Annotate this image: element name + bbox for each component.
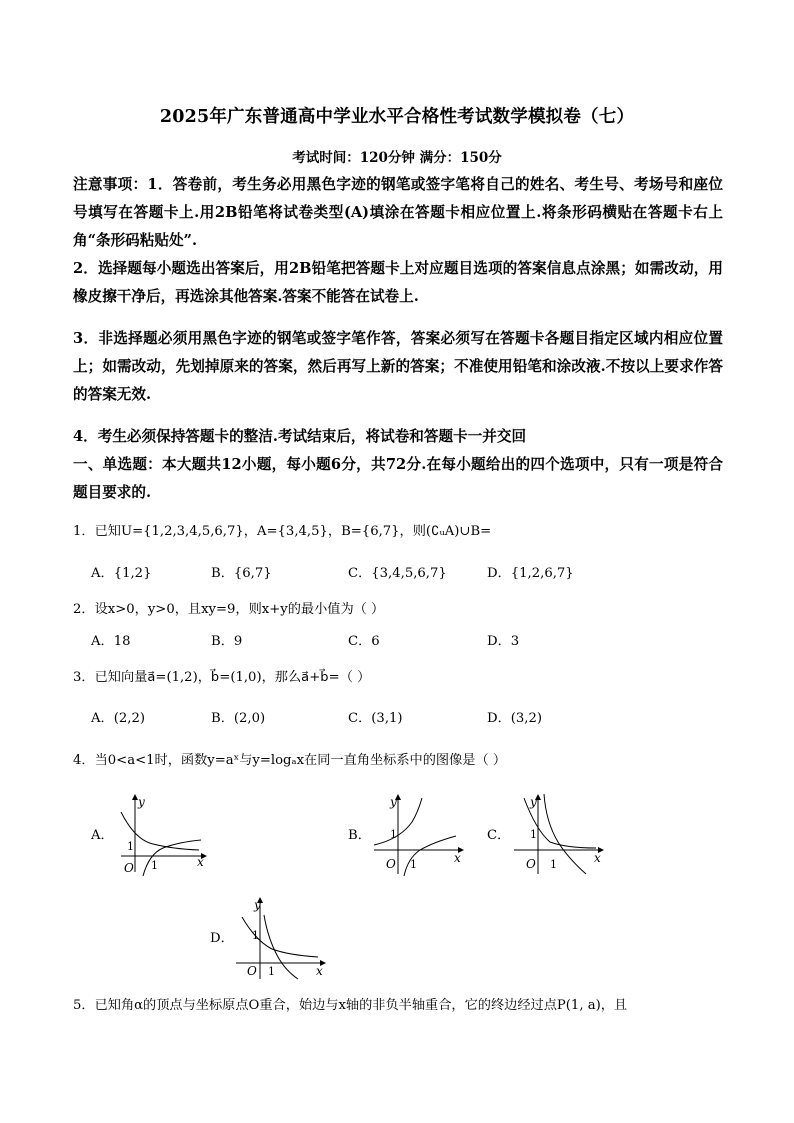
q3-option-b: B．(2,0): [211, 711, 266, 726]
q2-option-c: C．6: [348, 634, 380, 649]
origin-label: O: [124, 861, 134, 875]
origin-label: O: [526, 857, 536, 871]
tick-label-1: 1: [530, 828, 537, 841]
note-3: 3．非选择题必须用黑色字迹的钢笔或签字笔作答，答案必须写在答题卡各题目指定区域内相应位置上；如需改动，先划掉原来的答案，然后再写上新的答案；不准使用铅笔和涂改液.不按以上要求作答的答案无效.: [73, 330, 723, 403]
tick-label-1: 1: [410, 858, 417, 871]
q3-option-d: D．(3,2): [487, 711, 543, 726]
tick-label-1: 1: [127, 840, 134, 853]
q1-option-c: C．{3,4,5,6,7}: [348, 566, 447, 581]
question-4-stem: 4．当0<a<1时，函数y=aˣ与y=logₐx在同一直角坐标系中的图像是（ ）: [73, 753, 507, 768]
q3-option-c: C．(3,1): [348, 711, 403, 726]
q4-graph-d: [232, 895, 327, 980]
section-heading: 一、单选题：本大题共12小题，每小题6分，共72分.在每小题给出的四个选项中，只有一项是符合题目要求的.: [73, 456, 723, 501]
exam-info: 考试时间：120分钟 满分：150分: [292, 150, 502, 166]
q1-option-a: A．{1,2}: [91, 566, 152, 581]
note-2: 2．选择题每小题选出答案后，用2B铅笔把答题卡上对应题目选项的答案信息点涂黑；如需改动，用橡皮擦干净后，再选涂其他答案.答案不能答在试卷上.: [73, 260, 723, 305]
tick-label-1: 1: [252, 929, 259, 942]
q2-option-b: B．9: [211, 634, 243, 649]
q3-option-a: A．(2,2): [91, 711, 145, 726]
q4-option-d: D．: [210, 931, 234, 946]
q4-option-b: B．: [348, 828, 371, 843]
note-1: 注意事项：1．答卷前，考生务必用黑色字迹的钢笔或签字笔将自己的姓名、考生号、考场号和座位号填写在答题卡上.用2B铅笔将试卷类型(A)填涂在答题卡相应位置上.将条形码横贴在答题卡右上角“条形码粘贴处”.: [73, 176, 723, 249]
q2-option-a: A．18: [91, 634, 131, 649]
x-axis-label: x: [197, 855, 204, 869]
y-axis-label: y: [390, 795, 397, 809]
question-5-stem: 5．已知角α的顶点与坐标原点O重合，始边与x轴的非负半轴重合，它的终边经过点P(1, a)，且: [73, 998, 628, 1013]
y-axis-label: y: [254, 898, 261, 912]
q4-graph-b: [370, 792, 465, 877]
q1-option-b: B．{6,7}: [211, 566, 272, 581]
question-3-stem: 3．已知向量a⃗=(1,2)，b⃗=(1,0)，那么a⃗+b⃗=（ ）: [73, 670, 371, 685]
x-axis-label: x: [594, 851, 601, 865]
tick-label-1: 1: [390, 828, 397, 841]
page-title: 2025年广东普通高中学业水平合格性考试数学模拟卷（七）: [159, 107, 635, 127]
q2-option-d: D．3: [487, 634, 520, 649]
note-4: 4．考生必须保持答题卡的整洁.考试结束后，将试卷和答题卡一并交回: [73, 428, 527, 445]
q4-option-c: C．: [487, 828, 511, 843]
q4-graph-c: [510, 792, 605, 877]
origin-label: O: [386, 857, 396, 871]
x-axis-label: x: [316, 964, 323, 978]
origin-label: O: [247, 964, 257, 978]
tick-label-1: 1: [268, 965, 275, 978]
q4-option-a: A．: [91, 828, 114, 843]
x-axis-label: x: [454, 851, 461, 865]
tick-label-1: 1: [151, 859, 158, 872]
y-axis-label: y: [138, 795, 145, 809]
question-1-stem: 1．已知U={1,2,3,4,5,6,7}，A={3,4,5}，B={6,7}，则(∁ᵤA)∪B=: [73, 524, 492, 539]
q4-graph-a: [113, 792, 208, 877]
question-2-stem: 2．设x>0，y>0，且xy=9，则x+y的最小值为（ ）: [73, 602, 385, 617]
tick-label-1: 1: [550, 858, 557, 871]
q1-option-d: D．{1,2,6,7}: [487, 566, 574, 581]
y-axis-label: y: [530, 795, 537, 809]
